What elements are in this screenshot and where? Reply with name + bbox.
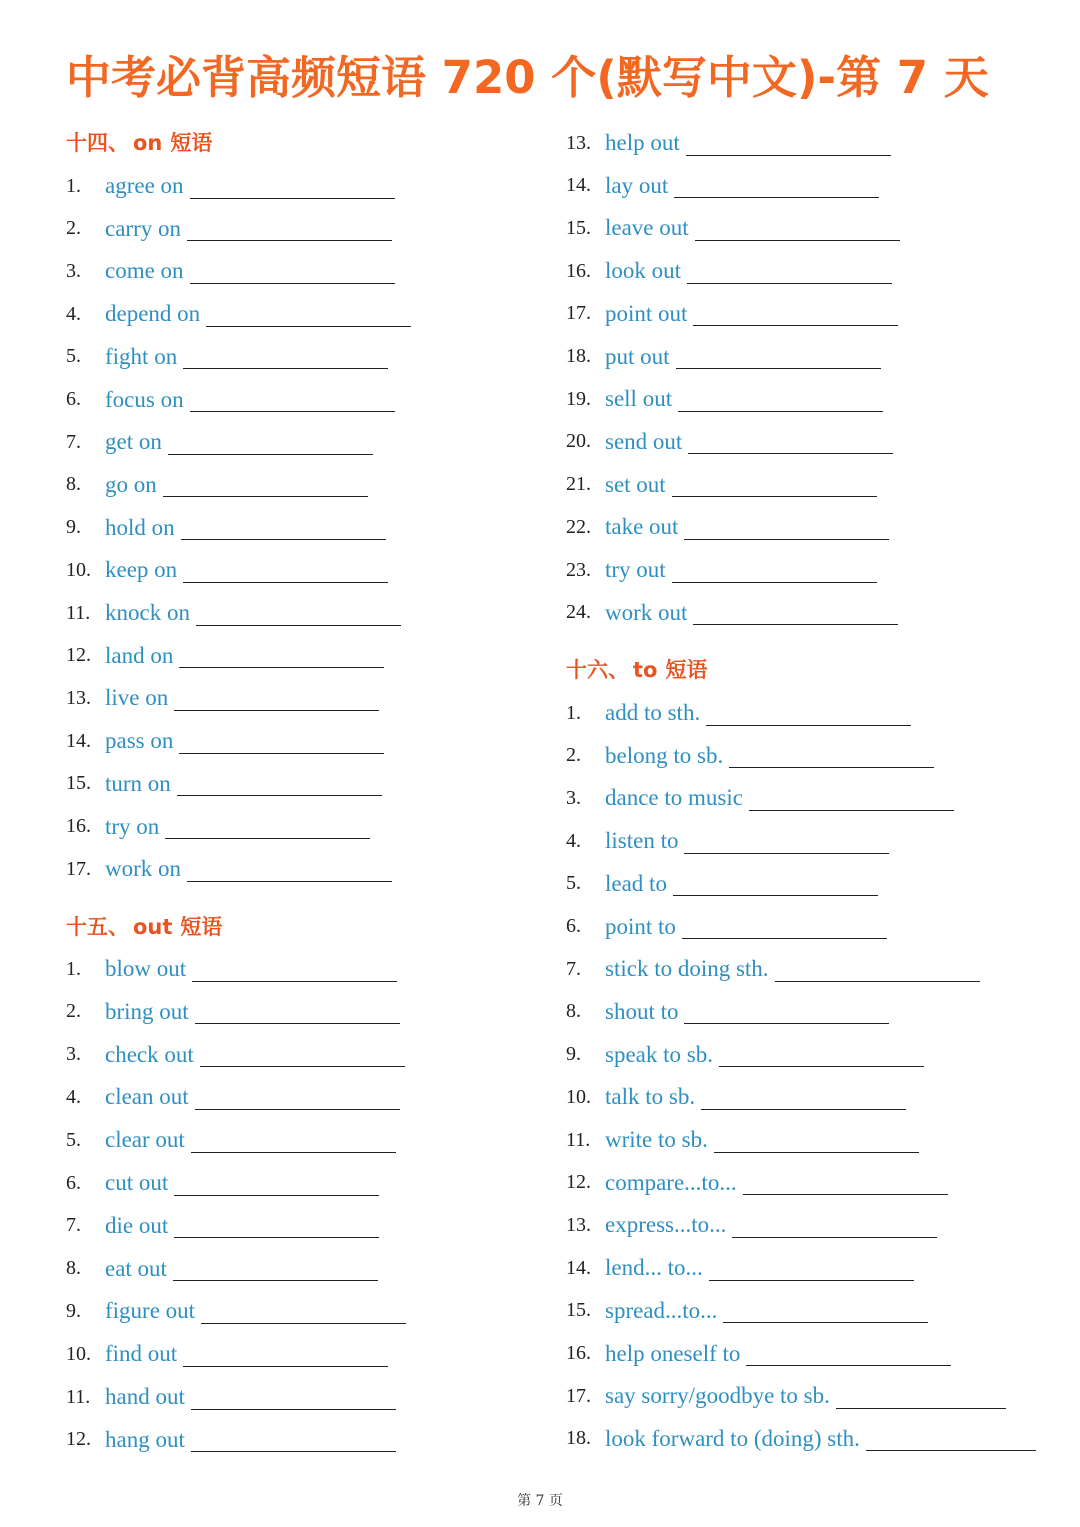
- item-phrase: set out: [605, 471, 666, 497]
- item-number: 5.: [66, 345, 81, 368]
- list-item: [566, 1420, 1036, 1458]
- answer-blank-line[interactable]: [684, 829, 889, 854]
- list-item: [66, 295, 411, 333]
- list-item: [66, 1250, 378, 1288]
- list-item: [66, 950, 397, 988]
- item-number: 13.: [566, 131, 591, 154]
- list-item: [66, 808, 370, 846]
- list-item: [66, 1378, 396, 1416]
- answer-blank-line[interactable]: [190, 174, 395, 199]
- item-number: 11.: [66, 1385, 91, 1408]
- list-item: [566, 167, 879, 205]
- section-heading-on: [66, 126, 212, 160]
- item-number: 24.: [566, 601, 591, 624]
- answer-blank-line[interactable]: [701, 1085, 906, 1110]
- item-phrase: die out: [105, 1212, 169, 1238]
- item-phrase: hold on: [105, 514, 175, 540]
- item-phrase: figure out: [105, 1298, 196, 1324]
- answer-blank-line[interactable]: [719, 1042, 924, 1067]
- item-phrase: look out: [605, 258, 682, 284]
- list-item: [66, 210, 392, 248]
- item-phrase: write to sb.: [605, 1127, 708, 1152]
- item-number: 14.: [566, 174, 591, 197]
- item-phrase: check out: [105, 1041, 194, 1067]
- item-number: 8.: [66, 1257, 81, 1280]
- list-item: [566, 694, 911, 732]
- item-number: 4.: [66, 302, 81, 325]
- item-phrase: lay out: [605, 172, 669, 198]
- section-heading-word: on: [133, 131, 163, 155]
- list-item: [66, 1292, 406, 1330]
- item-phrase: help out: [605, 130, 680, 155]
- item-phrase: take out: [605, 514, 679, 540]
- answer-blank-line[interactable]: [191, 1385, 396, 1410]
- item-number: 2.: [566, 744, 581, 767]
- item-phrase: knock on: [105, 600, 190, 625]
- answer-blank-line[interactable]: [187, 857, 392, 882]
- list-item: [66, 1164, 379, 1202]
- section-heading-suffix: 短语: [665, 658, 708, 682]
- page-footer: 第 7 页: [517, 1493, 563, 1509]
- list-item: [566, 423, 893, 461]
- item-number: 19.: [566, 387, 591, 410]
- item-phrase: point to: [605, 913, 676, 939]
- list-item: [566, 1249, 914, 1287]
- answer-blank-line[interactable]: [688, 429, 893, 454]
- list-item: [566, 908, 887, 946]
- item-number: 6.: [66, 1171, 81, 1194]
- item-phrase: belong to sb.: [605, 742, 724, 768]
- answer-blank-line[interactable]: [684, 515, 889, 540]
- item-phrase: focus on: [105, 386, 184, 412]
- list-item: [66, 637, 384, 675]
- item-number: 16.: [66, 815, 91, 837]
- list-item: [66, 850, 392, 888]
- item-number: 12.: [66, 644, 91, 667]
- answer-blank-line[interactable]: [695, 216, 900, 241]
- list-item: [566, 865, 878, 903]
- answer-blank-line[interactable]: [174, 686, 379, 711]
- item-number: 3.: [566, 786, 581, 809]
- item-number: 1.: [566, 701, 581, 724]
- answer-blank-line[interactable]: [749, 786, 954, 811]
- answer-blank-line[interactable]: [174, 1213, 379, 1238]
- item-number: 23.: [566, 558, 591, 581]
- item-number: 1.: [66, 957, 81, 980]
- list-item: [66, 551, 388, 589]
- item-phrase: dance to music: [605, 785, 743, 811]
- item-number: 16.: [566, 259, 591, 282]
- item-phrase: stick to doing sth.: [605, 956, 769, 982]
- item-phrase: spread...to...: [605, 1297, 718, 1323]
- item-phrase: go on: [105, 471, 157, 497]
- item-phrase: say sorry/goodbye to sb.: [605, 1383, 830, 1409]
- item-phrase: talk to sb.: [605, 1084, 696, 1110]
- list-item: [566, 1036, 924, 1074]
- item-phrase: turn on: [105, 770, 171, 796]
- item-phrase: bring out: [105, 998, 189, 1024]
- list-item: [566, 779, 954, 817]
- item-number: 12.: [566, 1171, 591, 1194]
- list-item: [66, 1335, 388, 1373]
- item-number: 7.: [66, 1214, 81, 1237]
- item-number: 12.: [66, 1428, 91, 1451]
- item-number: 15.: [566, 1299, 591, 1322]
- list-item: [566, 1121, 919, 1159]
- answer-blank-line[interactable]: [687, 259, 892, 284]
- answer-blank-line[interactable]: [676, 344, 881, 369]
- answer-blank-line[interactable]: [686, 131, 891, 156]
- item-number: 15.: [566, 216, 591, 239]
- section-heading-prefix: 十四、: [66, 131, 129, 155]
- list-item: [566, 295, 898, 333]
- answer-blank-line[interactable]: [673, 871, 878, 896]
- answer-blank-line[interactable]: [195, 999, 400, 1024]
- answer-blank-line[interactable]: [743, 1170, 948, 1195]
- item-phrase: get on: [105, 429, 162, 455]
- item-number: 9.: [66, 516, 81, 539]
- list-item: [66, 1121, 396, 1159]
- list-item: [66, 1207, 379, 1245]
- item-phrase: put out: [605, 343, 670, 369]
- item-phrase: live on: [105, 685, 169, 711]
- list-item: [66, 765, 382, 803]
- answer-blank-line[interactable]: [190, 259, 395, 284]
- item-phrase: try out: [605, 557, 666, 582]
- item-phrase: fight on: [105, 343, 178, 369]
- item-phrase: clear out: [105, 1127, 185, 1153]
- answer-blank-line[interactable]: [723, 1298, 928, 1323]
- answer-blank-line[interactable]: [672, 472, 877, 497]
- answer-blank-line[interactable]: [866, 1426, 1036, 1451]
- item-number: 13.: [566, 1213, 591, 1236]
- list-item: [566, 1292, 928, 1330]
- list-item: [66, 423, 373, 461]
- answer-blank-line[interactable]: [187, 216, 392, 241]
- list-item: [566, 380, 883, 418]
- section-heading-word: out: [133, 915, 173, 939]
- item-phrase: pass on: [105, 728, 174, 754]
- list-item: [566, 1164, 948, 1202]
- list-item: [566, 993, 889, 1031]
- item-number: 5.: [566, 872, 581, 895]
- item-number: 10.: [66, 558, 91, 581]
- answer-blank-line[interactable]: [191, 1128, 396, 1153]
- answer-blank-line[interactable]: [179, 643, 384, 668]
- answer-blank-line[interactable]: [165, 814, 370, 839]
- item-number: 7.: [566, 957, 581, 980]
- item-phrase: hang out: [105, 1426, 185, 1452]
- item-number: 5.: [66, 1128, 81, 1151]
- section-heading-prefix: 十六、: [566, 658, 629, 682]
- item-number: 8.: [566, 1000, 581, 1023]
- answer-blank-line[interactable]: [709, 1256, 914, 1281]
- list-item: [66, 381, 395, 419]
- section-heading-word: to: [633, 658, 658, 682]
- list-item: [566, 508, 889, 546]
- item-phrase: help oneself to: [605, 1340, 741, 1366]
- list-item: [566, 124, 891, 162]
- list-item: [566, 822, 889, 860]
- answer-blank-line[interactable]: [195, 1085, 400, 1110]
- list-item: [566, 466, 877, 504]
- item-phrase: come on: [105, 258, 184, 284]
- item-phrase: look forward to (doing) sth.: [605, 1425, 860, 1451]
- item-phrase: cut out: [105, 1170, 169, 1195]
- item-number: 2.: [66, 217, 81, 240]
- list-item: [66, 1421, 396, 1459]
- item-phrase: find out: [105, 1341, 178, 1367]
- section-heading-suffix: 短语: [170, 131, 213, 155]
- item-number: 13.: [66, 686, 91, 709]
- item-phrase: work out: [605, 599, 688, 625]
- answer-blank-line[interactable]: [191, 1427, 396, 1452]
- item-number: 17.: [566, 302, 591, 325]
- list-item: [66, 252, 395, 290]
- item-phrase: speak to sb.: [605, 1041, 713, 1067]
- list-item: [566, 209, 900, 247]
- answer-blank-line[interactable]: [174, 1171, 379, 1196]
- answer-blank-line[interactable]: [183, 344, 388, 369]
- answer-blank-line[interactable]: [200, 1042, 405, 1067]
- list-item: [566, 551, 877, 589]
- item-number: 10.: [66, 1342, 91, 1365]
- answer-blank-line[interactable]: [706, 701, 911, 726]
- answer-blank-line[interactable]: [201, 1299, 406, 1324]
- answer-blank-line[interactable]: [672, 558, 877, 583]
- answer-blank-line[interactable]: [190, 387, 395, 412]
- item-number: 14.: [66, 729, 91, 752]
- item-number: 6.: [566, 915, 581, 937]
- item-number: 9.: [566, 1043, 581, 1066]
- section-heading-to: [566, 653, 707, 687]
- item-number: 20.: [566, 430, 591, 453]
- item-number: 1.: [66, 174, 81, 197]
- list-item: [566, 338, 881, 376]
- item-number: 6.: [66, 388, 81, 410]
- answer-blank-line[interactable]: [678, 387, 883, 412]
- item-phrase: leave out: [605, 215, 689, 241]
- section-heading-suffix: 短语: [180, 915, 223, 939]
- list-item: [66, 338, 388, 376]
- item-phrase: lend... to...: [605, 1255, 703, 1281]
- item-number: 3.: [66, 1043, 81, 1066]
- list-item: [566, 252, 892, 290]
- list-item: [66, 594, 401, 632]
- item-number: 15.: [66, 772, 91, 795]
- item-phrase: point out: [605, 300, 688, 326]
- answer-blank-line[interactable]: [775, 957, 980, 982]
- item-phrase: try on: [105, 813, 160, 839]
- answer-blank-line[interactable]: [206, 302, 411, 327]
- item-phrase: keep on: [105, 557, 178, 583]
- answer-blank-line[interactable]: [729, 743, 934, 768]
- item-number: 7.: [66, 430, 81, 453]
- item-phrase: eat out: [105, 1255, 167, 1281]
- item-phrase: express...to...: [605, 1212, 727, 1238]
- answer-blank-line[interactable]: [693, 600, 898, 625]
- item-number: 9.: [66, 1299, 81, 1322]
- item-phrase: shout to: [605, 998, 679, 1024]
- list-item: [566, 950, 980, 988]
- answer-blank-line[interactable]: [163, 472, 368, 497]
- item-phrase: clean out: [105, 1084, 189, 1110]
- item-number: 10.: [566, 1085, 591, 1108]
- item-phrase: carry on: [105, 215, 181, 241]
- item-phrase: agree on: [105, 173, 184, 198]
- answer-blank-line[interactable]: [181, 515, 386, 540]
- list-item: [66, 722, 384, 760]
- item-number: 2.: [66, 1000, 81, 1023]
- list-item: [66, 993, 400, 1031]
- item-number: 11.: [566, 1128, 591, 1151]
- list-item: [66, 167, 395, 205]
- list-item: [566, 737, 934, 775]
- answer-blank-line[interactable]: [192, 957, 397, 982]
- item-number: 14.: [566, 1256, 591, 1279]
- answer-blank-line[interactable]: [179, 729, 384, 754]
- item-number: 8.: [66, 473, 81, 496]
- answer-blank-line[interactable]: [177, 771, 382, 796]
- item-phrase: lead to: [605, 870, 667, 896]
- answer-blank-line[interactable]: [173, 1256, 378, 1281]
- item-phrase: land on: [105, 642, 174, 668]
- list-item: [66, 679, 379, 717]
- item-number: 17.: [66, 857, 91, 880]
- page-title: 中考必背高频短语 720 个(默写中文)-第 7 天: [66, 51, 989, 104]
- list-item: [66, 466, 368, 504]
- answer-blank-line[interactable]: [693, 301, 898, 326]
- section-heading-out: [66, 910, 222, 944]
- item-phrase: sell out: [605, 386, 673, 412]
- answer-blank-line[interactable]: [674, 173, 879, 198]
- answer-blank-line[interactable]: [682, 914, 887, 939]
- list-item: [566, 1206, 937, 1244]
- list-item: [566, 594, 898, 632]
- item-phrase: blow out: [105, 956, 187, 981]
- item-number: 17.: [566, 1384, 591, 1407]
- answer-blank-line[interactable]: [183, 558, 388, 583]
- list-item: [566, 1377, 1006, 1415]
- list-item: [66, 1078, 400, 1116]
- item-number: 3.: [66, 259, 81, 282]
- answer-blank-line[interactable]: [684, 999, 889, 1024]
- answer-blank-line[interactable]: [836, 1384, 1006, 1409]
- item-number: 18.: [566, 1427, 591, 1450]
- item-number: 16.: [566, 1342, 591, 1364]
- item-number: 4.: [566, 829, 581, 852]
- section-heading-prefix: 十五、: [66, 915, 129, 939]
- answer-blank-line[interactable]: [183, 1342, 388, 1367]
- item-phrase: listen to: [605, 828, 679, 854]
- item-phrase: depend on: [105, 301, 201, 327]
- item-number: 22.: [566, 515, 591, 538]
- item-phrase: send out: [605, 428, 683, 454]
- list-item: [566, 1335, 951, 1373]
- item-number: 4.: [66, 1085, 81, 1108]
- item-phrase: compare...to...: [605, 1169, 737, 1195]
- item-number: 21.: [566, 473, 591, 496]
- list-item: [66, 1036, 405, 1074]
- item-number: 11.: [66, 601, 91, 624]
- answer-blank-line[interactable]: [732, 1213, 937, 1238]
- answer-blank-line[interactable]: [196, 601, 401, 626]
- item-number: 18.: [566, 345, 591, 367]
- item-phrase: work on: [105, 856, 182, 882]
- item-phrase: hand out: [105, 1384, 185, 1409]
- item-phrase: add to sth.: [605, 700, 701, 725]
- list-item: [566, 1078, 906, 1116]
- answer-blank-line[interactable]: [746, 1341, 951, 1366]
- answer-blank-line[interactable]: [168, 430, 373, 455]
- list-item: [66, 509, 386, 547]
- answer-blank-line[interactable]: [714, 1128, 919, 1153]
